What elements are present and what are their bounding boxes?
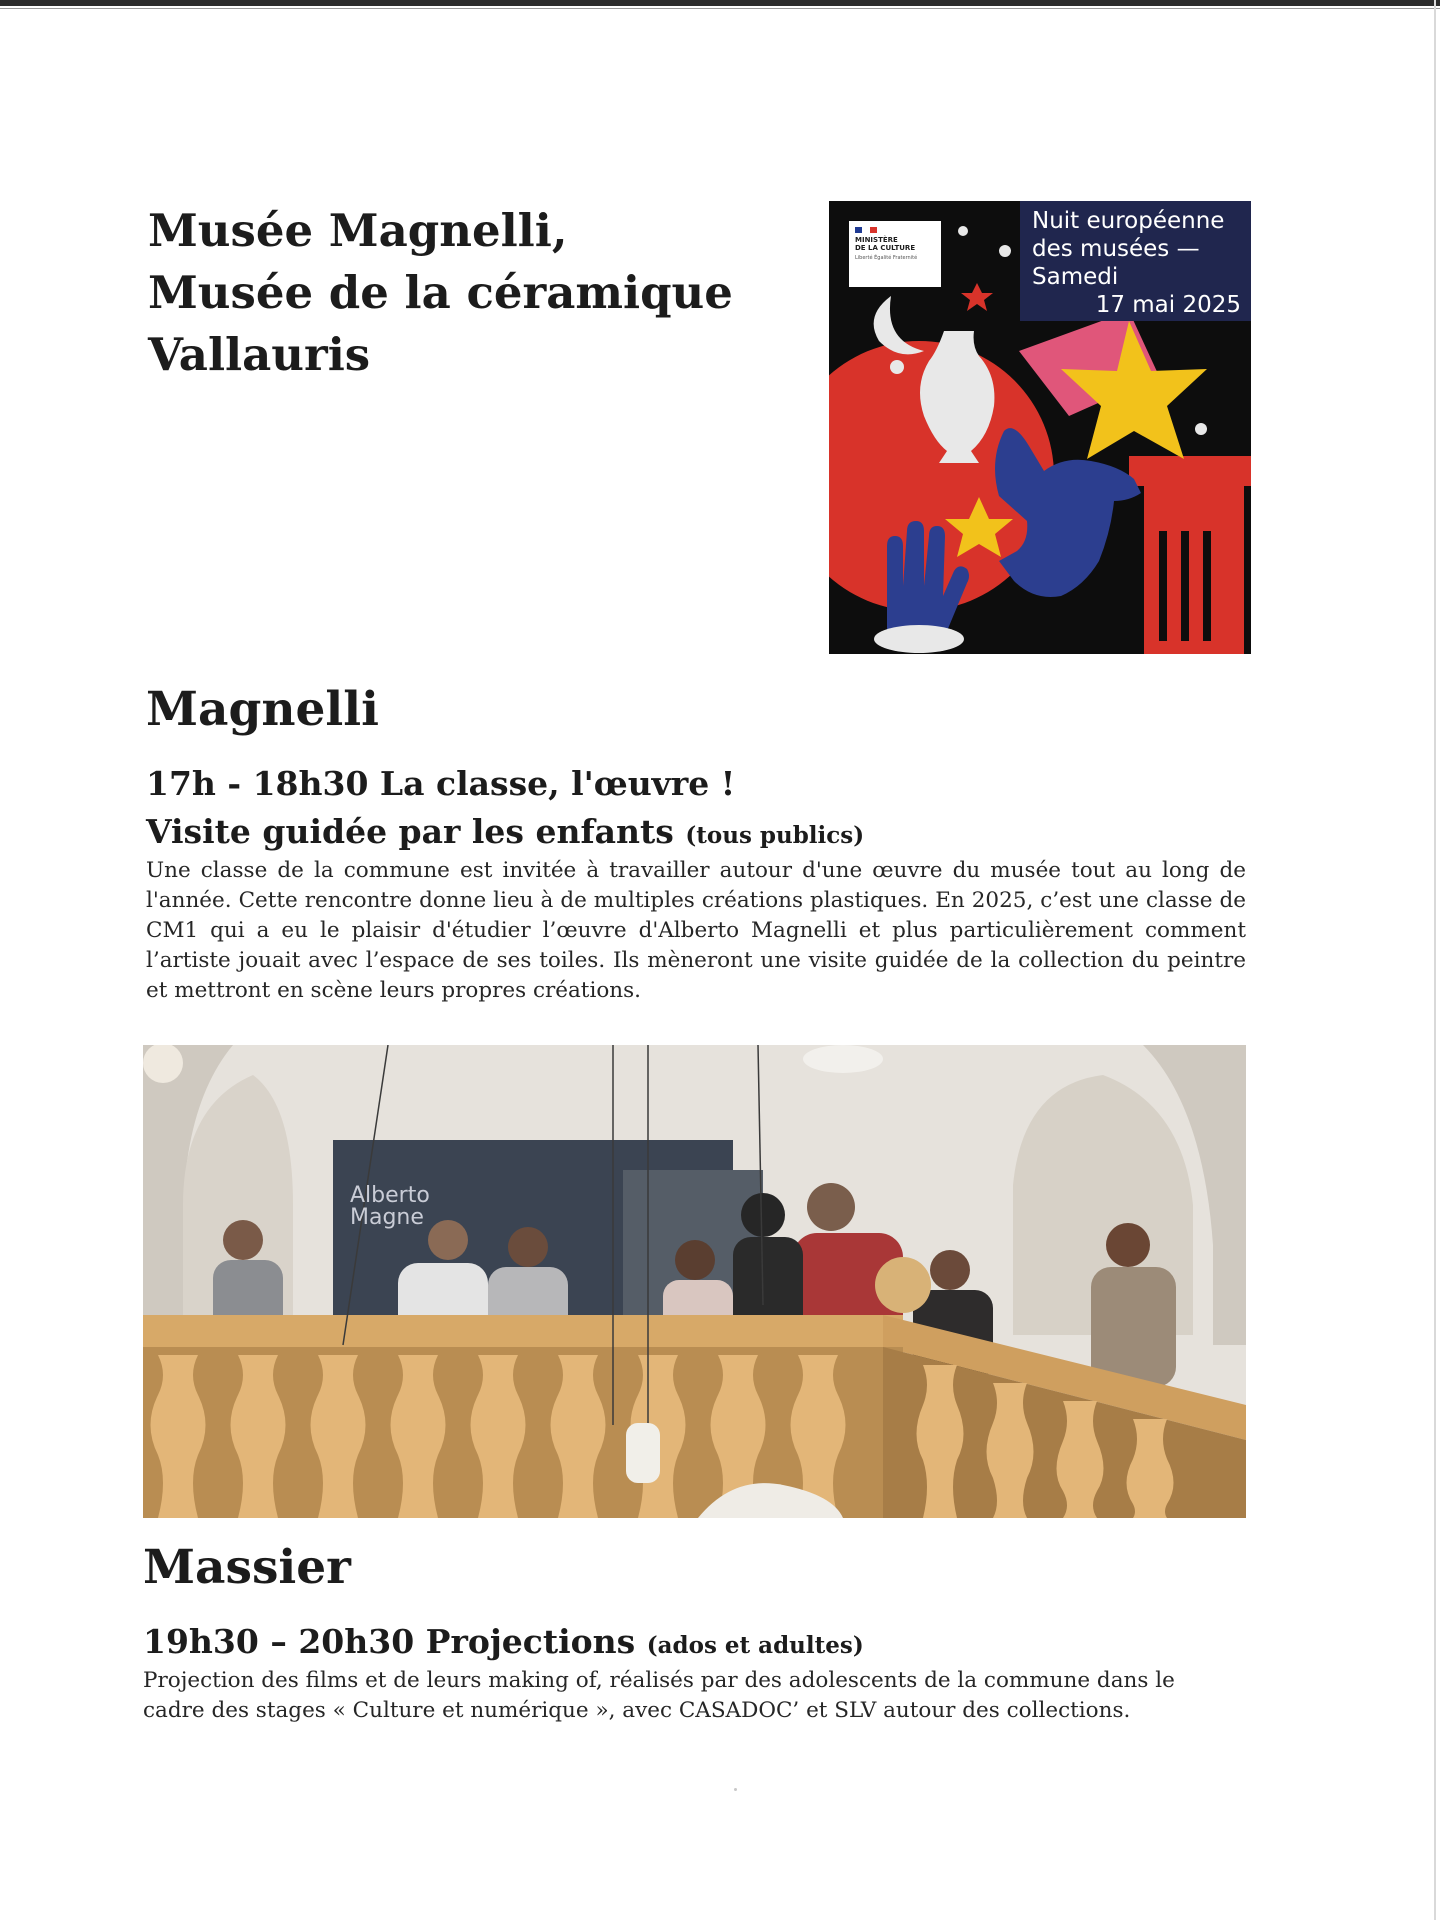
scan-speck [734,1788,737,1791]
class-visit-photo [143,1045,1246,1518]
top-border-thin-line [0,8,1440,9]
title-line-2: Musée de la céramique [148,266,733,319]
title-line-3: Vallauris [148,328,371,381]
title-line-1: Musée Magnelli, [148,204,568,257]
poster-event-date: 17 mai 2025 [1095,292,1241,318]
photo-sign-line-2: Magne [350,1205,424,1230]
poster-event-day: Samedi [1032,264,1119,290]
french-flag-icon [855,227,877,233]
page-title [148,200,733,386]
magnelli-heading: Magnelli [146,682,379,737]
top-border-line [0,0,1440,6]
magnelli-event-subtitle: Visite guidée par les enfants [146,812,674,851]
massier-event-audience: (ados et adultes) [646,1632,864,1659]
photo-sign-text [350,1185,430,1229]
poster-column-capital [1129,456,1251,486]
poster-event-line-2: des musées — [1032,236,1200,262]
massier-event-title-row [143,1620,864,1668]
magnelli-event-audience: (tous publics) [685,822,865,849]
massier-description: Projection des films et de leurs making of, réalisés par des adolescents de la commune dans le cadre des stages « Culture et numérique », avec CASADOC’ et SLV autour des collections. [143,1668,1175,1723]
magnelli-event-title: 17h - 18h30 La classe, l'œuvre ! [146,764,736,803]
magnelli-event-subtitle-row [146,810,864,858]
poster-event-line-1: Nuit européenne [1032,208,1225,234]
poster-event-box [1020,201,1251,321]
ministry-logo [849,221,941,287]
massier-heading: Massier [143,1540,351,1595]
massier-event-title: 19h30 – 20h30 Projections [143,1622,636,1661]
ministry-line-2: DE LA CULTURE [855,244,916,252]
photo-sign-line-1: Alberto [350,1183,430,1208]
magnelli-description: Une classe de la commune est invitée à travailler autour d'une œuvre du musée tout au long de l'année. Cette rencontre donne lieu à de multiples créations plastiques. En 2025, c’est une classe de CM1 qui a eu le plaisir d'étudier l’œuvre d'Alberto Magnelli et plus particulièrement comment l’artiste jouait avec l’espace de ses toiles. Ils mèneront une visite guidée de la collection du peintre et mettront en scène leurs propres créations. [146,858,1246,1003]
ministry-line-1: MINISTÈRE [855,236,898,244]
page-edge-shadow [1434,0,1436,1920]
event-poster [829,201,1251,654]
photo-illustration [143,1045,1246,1518]
ministry-motto: Liberté Égalité Fraternité [855,255,918,261]
